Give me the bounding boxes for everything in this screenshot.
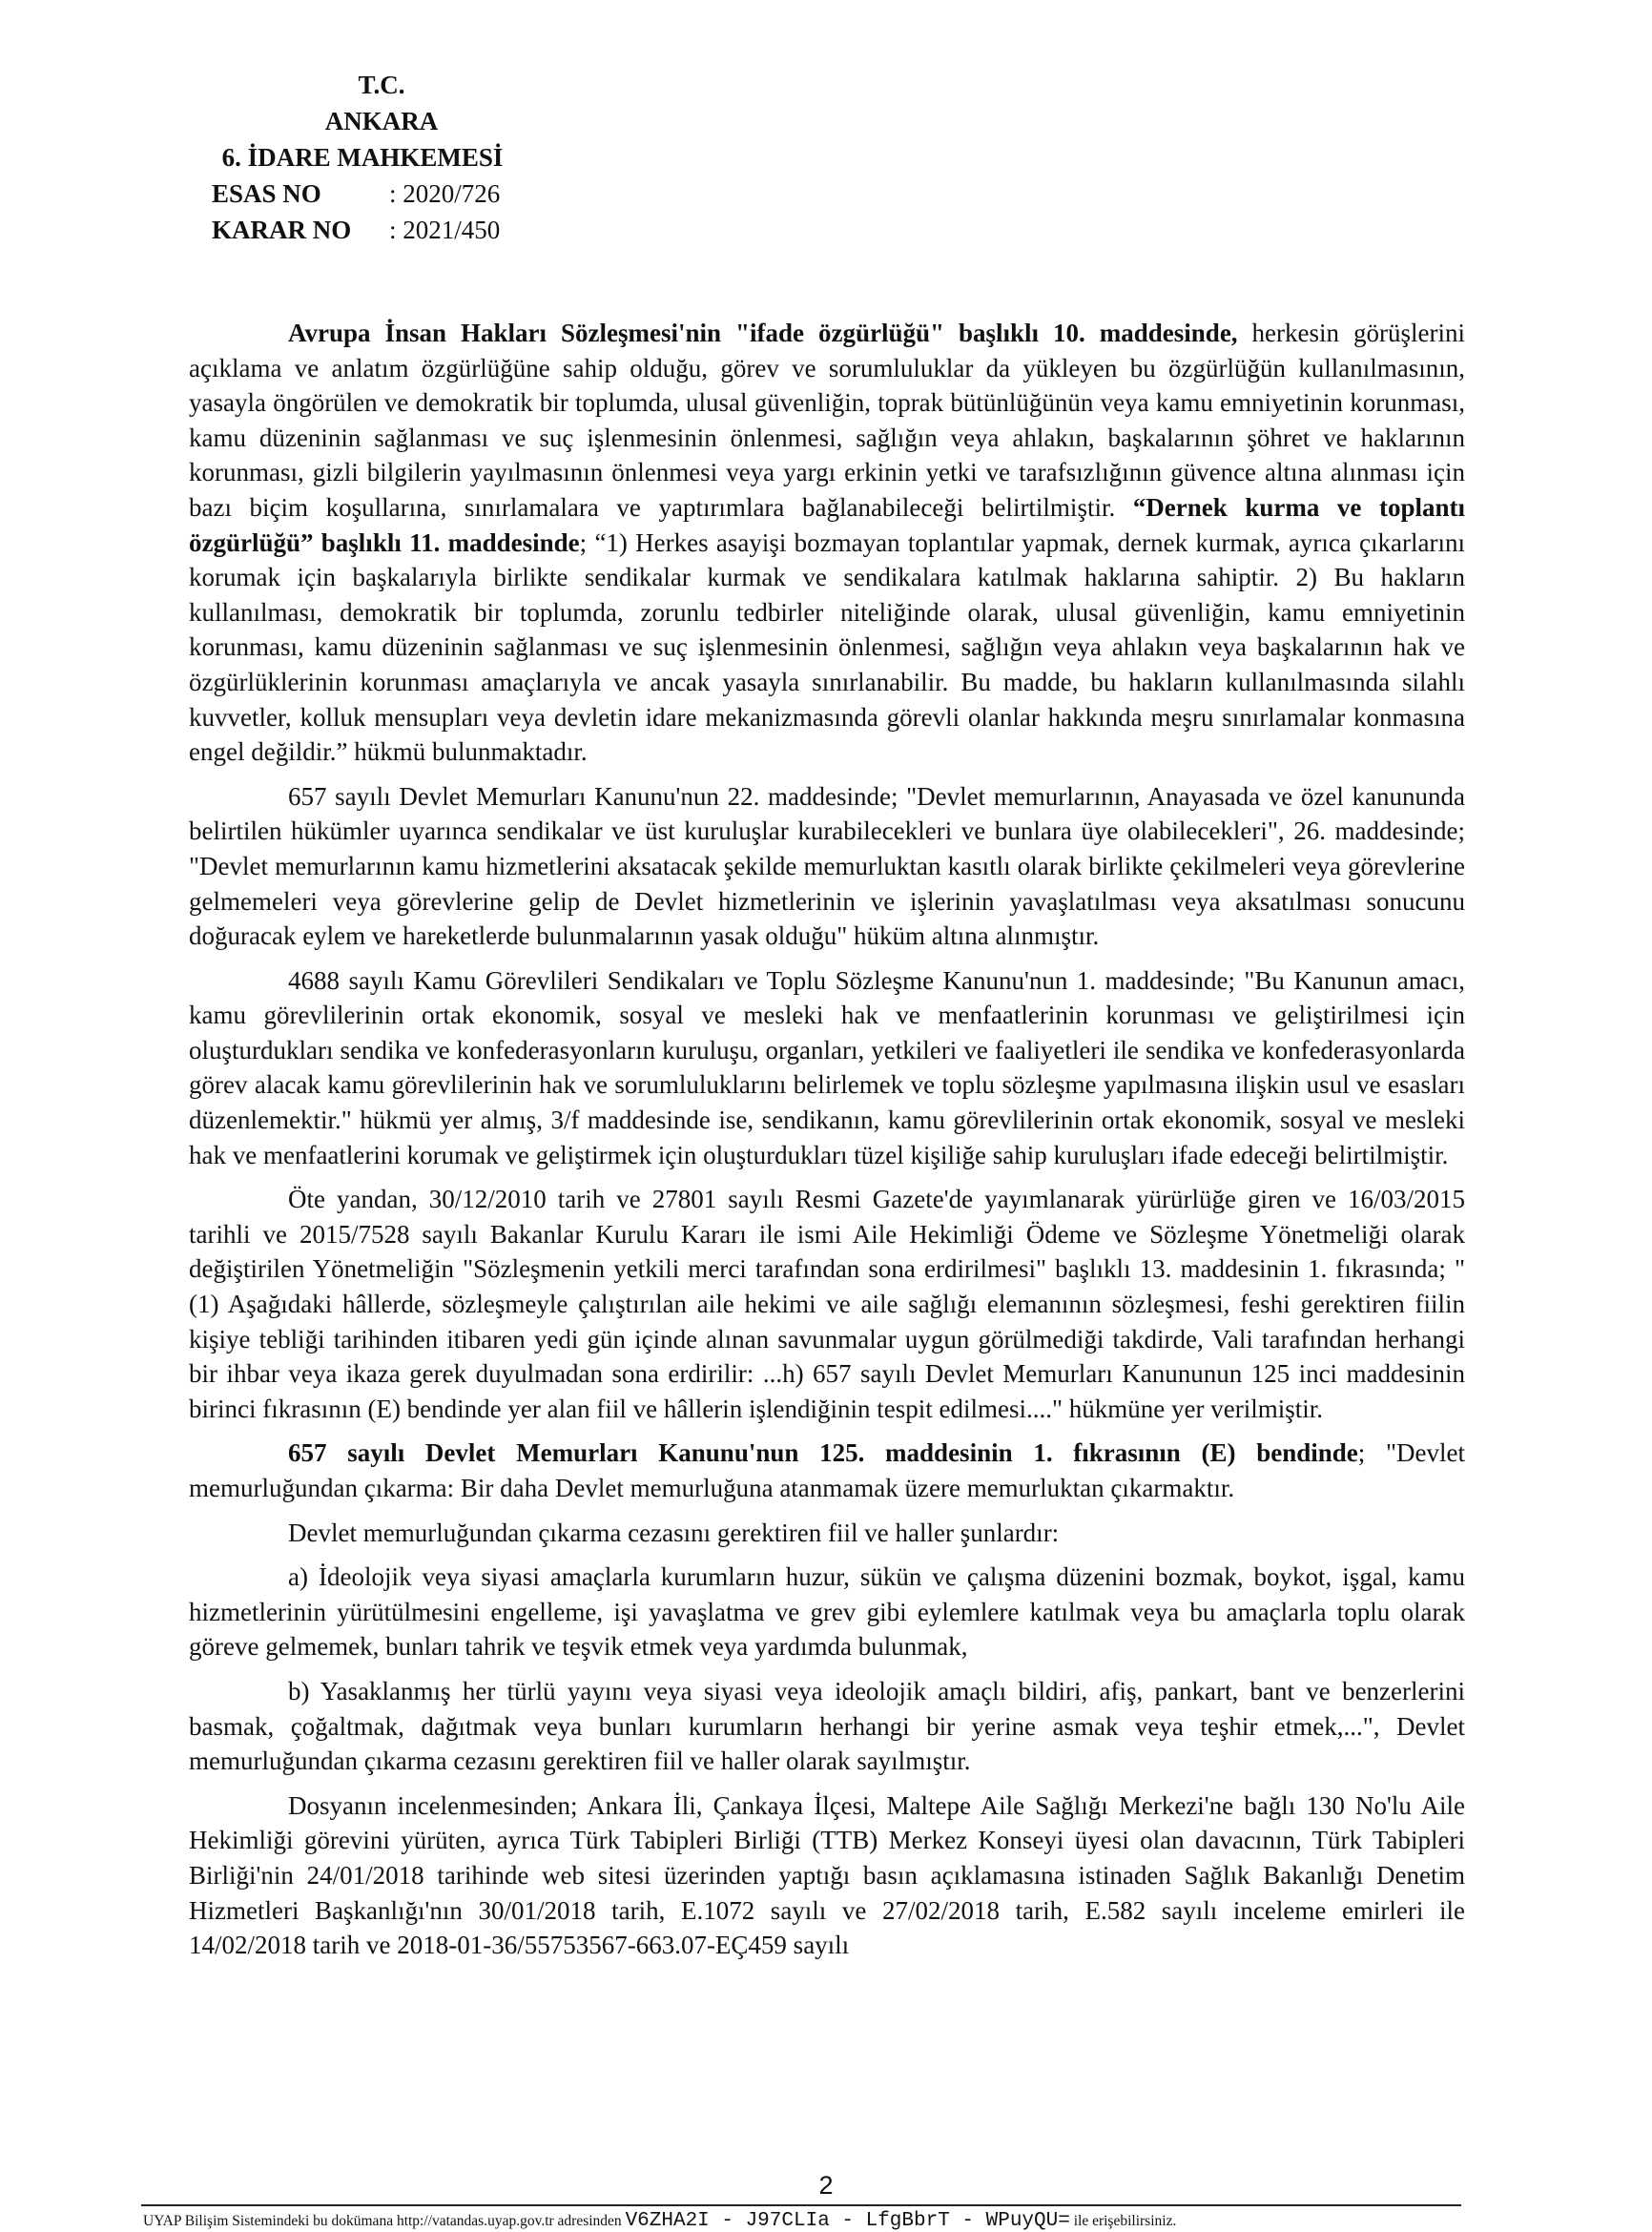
paragraph-4688-law: 4688 sayılı Kamu Görevlileri Sendikaları ve Toplu Sözleşme Kanunu'nun 1. maddesinde; "Bu Kanunun amacı, kamu görevlilerinin ortak ekonomik, sosyal ve mesleki hak ve menfaatlerinin korunması ve geliştirilmesi için oluşturdukları sendika ve konfederasyonların kuruluşu, organları, yetkileri ve faaliyetleri ile sendika ve konfederasyonlarda görev alacak kamu görevlilerinin hak ve sorumluluklarını belirlemek ve toplu sözleşme yapılmasına ilişkin usul ve esasları düzenlemektir." hükmü yer almış, 3/f maddesinde ise, sendikanın, kamu görevlilerinin ortak ekonomik, sosyal ve mesleki hak ve menfaatlerini korumak ve geliştirmek için oluşturdukları tüzel kişiliğe sahip kuruluşları ifade edeceği belirtilmiştir. bbox=[189, 965, 1465, 1169]
karar-no-row bbox=[212, 212, 500, 248]
paragraph-regulation: Öte yandan, 30/12/2010 tarih ve 27801 sayılı Resmi Gazete'de yayımlanarak yürürlüğe giren ve 16/03/2015 tarihli ve 2015/7528 sayılı Bakanlar Kurulu Kararı ile ismi Aile Hekimliği Ödeme ve Sözleşme Yönetmeliği olarak değiştirilen Yönetmeliğin "Sözleşmenin yetkili merci tarafından sona erdirilmesi" başlıklı 13. maddesinin 1. fıkrasında; "(1) Aşağıdaki hâllerde, sözleşmeyle çalıştırılan aile hekimi ve aile sağlığı elemanının sözleşmesi, feshi gerektiren fiilin kişiye tebliği tarihinden itibaren yedi gün içinde alınan savunmalar uygun görülmediği takdirde, Vali tarafından herhangi bir ihbar veya ikaza gerek duyulmadan sona erdirilir: ...h) 657 sayılı Devlet Memurları Kanununun 125 inci maddesinin birinci fıkrasının (E) bendinde yer alan fiil ve hâllerin işlendiğinin tespit edilmesi...." hükmüne yer verilmiştir. bbox=[189, 1185, 1465, 1423]
document-header bbox=[0, 67, 725, 176]
footer-text-after: ile erişebilirsiniz. bbox=[1069, 2213, 1177, 2229]
esas-no-value: : 2020/726 bbox=[389, 179, 501, 208]
footer-divider bbox=[141, 2204, 1461, 2206]
footer-access-code: V6ZHA2I - J97CLIa - LfgBbrT - WPuyQU= bbox=[625, 2210, 1070, 2232]
document-body bbox=[189, 316, 1465, 1973]
header-tc: T.C. bbox=[358, 71, 405, 99]
footer-uyap-notice bbox=[143, 2210, 1463, 2232]
header-city: ANKARA bbox=[324, 107, 439, 135]
esas-no-label: ESAS NO bbox=[212, 179, 321, 208]
bold-echr-article-11: “Dernek kurma ve toplantı özgürlüğü” başlıklı 11. maddesinde bbox=[189, 492, 1465, 557]
footer-text-before: UYAP Bilişim Sistemindeki bu dokümana http://vatandas.uyap.gov.tr adresinden bbox=[143, 2213, 626, 2229]
karar-no-label: KARAR NO bbox=[212, 216, 352, 244]
text-echr-article-11: ; “1) Herkes asayişi bozmayan toplantılar yapmak, dernek kurmak, ayrıca çıkarlarını korumak için başkalarıyla birlikte sendikalar kurmak ve sendikalara katılmak haklarına sahiptir. 2) Bu hakların kullanılması, demokratik bir toplumda, zorunlu tedbirler niteliğinde olarak, ulusal güvenliğin, kamu emniyetinin korunması, kamu düzeninin sağlanması ve suç işlenmesinin önlenmesi, sağlığın veya ahlakın veya başkalarının hak ve özgürlüklerinin korunması amaçlarıyla ve ancak yasayla sınırlanabilir. Bu madde, bu hakların kullanılmasında silahlı kuvvetler, kolluk mensupları veya devletin idare mekanizmasında görevli olanlar hakkında meşru sınırlamalar konmasına engel değildir.” hükmü bulunmaktadır. bbox=[189, 527, 1465, 767]
bold-echr-article-10: Avrupa İnsan Hakları Sözleşmesi'nin "ifade özgürlüğü" başlıklı 10. maddesinde, bbox=[288, 319, 1238, 347]
paragraph-item-b: b) Yasaklanmış her türlü yayını veya siyasi veya ideolojik amaçlı bildiri, afiş, pankart, bant ve benzerlerini basmak, çoğaltmak, dağıtmak veya bunları kurumların herhangi bir yerine asmak veya teşhir etmek,...", Devlet memurluğundan çıkarma cezasını gerektiren fiil ve haller olarak sayılmıştır. bbox=[189, 1676, 1465, 1776]
paragraph-case-review: Dosyanın incelenmesinden; Ankara İli, Çankaya İlçesi, Maltepe Aile Sağlığı Merkezi'ne bağlı 130 No'lu Aile Hekimliği görevini yürüten, ayrıca Türk Tabipleri Birliği (TTB) Merkez Konseyi üyesi olan davacının, Türk Tabipleri Birliği'nin 24/01/2018 tarihinde web sitesi üzerinden yaptığı basın açıklamasına istinaden Sağlık Bakanlığı Denetim Hizmetleri Başkanlığı'nın 30/01/2018 tarih, E.1072 sayılı ve 27/02/2018 tarih, E.582 sayılı inceleme emirleri ile 14/02/2018 tarih ve 2018-01-36/55753567-663.07-EÇ459 sayılı bbox=[189, 1790, 1465, 1960]
text-echr-article-10: herkesin görüşlerini açıklama ve anlatım özgürlüğüne sahip olduğu, görev ve sorumluluklar da yükleyen bu özgürlüğün kullanılmasının, yasayla öngörülen ve demokratik bir toplumda, ulusal güvenliğin, toprak bütünlüğünün veya kamu emniyetinin korunması, kamu düzeninin sağlanması ve suç işlenmesinin önlenmesi, sağlığın veya ahlakın, başkalarının şöhret ve haklarının korunması, gizli bilgilerin yayılmasının önlenmesi veya yargı erkinin yetki ve tarafsızlığının güvence altına alınması için bazı biçim koşullarına, sınırlamalara ve yaptırımlara bağlanabileceği belirtilmiştir. bbox=[189, 319, 1465, 522]
text-article-125: ; "Devlet memurluğundan çıkarma: Bir daha Devlet memurluğuna atanmamak üzere memurluktan çıkarmaktır. bbox=[189, 1438, 1465, 1502]
esas-no-row bbox=[212, 176, 500, 212]
paragraph-item-a: a) İdeolojik veya siyasi amaçlarla kurumların huzur, sükün ve çalışma düzenini bozmak, boykot, işgal, kamu hizmetlerinin yürütülmesini engelleme, işi yavaşlatma ve grev gibi eylemlere katılmak veya bu amaçlarla toplu olarak göreve gelmemek, bunları tahrik ve teşvik etmek veya yardımda bulunmak, bbox=[189, 1562, 1465, 1662]
paragraph-657-law: 657 sayılı Devlet Memurları Kanunu'nun 22. maddesinde; "Devlet memurlarının, Anayasada ve özel kanununda belirtilen hükümler uyarınca sendikalar ve üst kuruluşlar kurabilecekleri ve bunlara üye olabilecekleri", 26. maddesinde; "Devlet memurlarının kamu hizmetlerini aksatacak şekilde memurluktan kasıtlı olarak birlikte çekilmeleri veya görevlerine gelmemeleri veya görevlerine gelip de Devlet hizmetlerinin ve işlerinin yavaşlatılması veya aksatılması sonucunu doğuracak eylem ve hareketlerde bulunmalarının yasak olduğu" hüküm altına alınmıştır. bbox=[189, 781, 1465, 951]
bold-article-125: 657 sayılı Devlet Memurları Kanunu'nun 125. maddesinin 1. fıkrasının (E) bendinde bbox=[288, 1438, 1358, 1468]
paragraph-echr bbox=[189, 316, 1465, 770]
header-court: 6. İDARE MAHKEMESİ bbox=[221, 143, 504, 172]
paragraph-article-125 bbox=[189, 1436, 1465, 1505]
page-number: 2 bbox=[818, 2171, 834, 2200]
paragraph-dismissal-acts: Devlet memurluğundan çıkarma cezasını gerektiren fiil ve haller şunlardır: bbox=[288, 1518, 1060, 1547]
karar-no-value: : 2021/450 bbox=[389, 216, 501, 244]
